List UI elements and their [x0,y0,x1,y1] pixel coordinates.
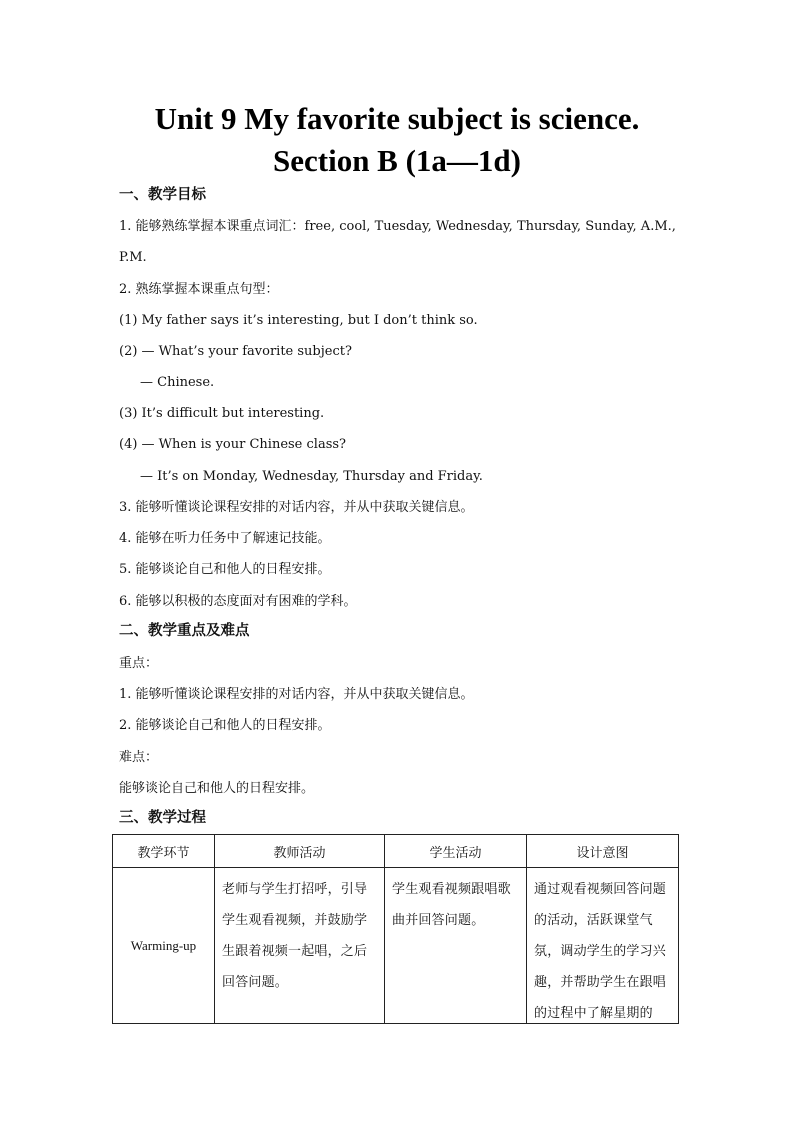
focus-2: 2. 能够谈论自己和他人的日程安排。 [119,718,331,733]
header-stage: 教学环节 [113,835,215,868]
teaching-process-table [112,834,679,1024]
cell-stage: Warming-up [113,868,215,1024]
objective-2: 2. 熟练掌握本课重点句型： [119,282,279,297]
sentence-4-answer: — It’s on Monday, Wednesday, Thursday and Friday. [140,469,483,484]
objective-4: 4. 能够在听力任务中了解速记技能。 [119,531,331,546]
objective-1-cont: P.M. [119,250,147,265]
heading-process: 三、教学过程 [119,810,206,826]
difficulty-1: 能够谈论自己和他人的日程安排。 [119,781,315,796]
header-student-activity: 学生活动 [385,835,527,868]
header-teacher-activity: 教师活动 [215,835,385,868]
student-activity-text: 学生观看视频跟唱歌曲并回答问题。 [392,882,511,928]
focus-label: 重点： [119,656,159,671]
heading-objectives: 一、教学目标 [119,187,206,203]
sentence-2-answer: — Chinese. [140,375,215,390]
table-header-row [113,835,679,868]
difficulty-label: 难点： [119,750,159,765]
cell-teacher-activity [215,868,385,1024]
objective-3: 3. 能够听懂谈论课程安排的对话内容，并从中获取关键信息。 [119,500,474,515]
sentence-4: (4) — When is your Chinese class? [119,437,347,452]
header-design-intent: 设计意图 [527,835,679,868]
cell-student-activity [385,868,527,1024]
objective-5: 5. 能够谈论自己和他人的日程安排。 [119,562,331,577]
objective-1: 1. 能够熟练掌握本课重点词汇：free, cool, Tuesday, Wednesday, Thursday, Sunday, A.M., [119,219,676,234]
cell-design-intent [527,868,679,1024]
title-line-2: Section B (1a—1d) [273,143,521,178]
design-intent-text: 通过观看视频回答问题的活动，活跃课堂气氛，调动学生的学习兴趣，并帮助学生在跟唱的过程中了解星期的 [534,882,667,1021]
sentence-2: (2) — What’s your favorite subject? [119,344,352,359]
teacher-activity-text: 老师与学生打招呼，引导学生观看视频，并鼓励学生跟着视频一起唱，之后回答问题。 [222,882,368,990]
objective-6: 6. 能够以积极的态度面对有困难的学科。 [119,594,357,609]
sentence-1: (1) My father says it’s interesting, but I don’t think so. [119,313,478,328]
title-line-1: Unit 9 My favorite subject is science. [154,101,640,136]
table-row [113,868,679,1024]
focus-1: 1. 能够听懂谈论课程安排的对话内容，并从中获取关键信息。 [119,687,474,702]
heading-keypoints: 二、教学重点及难点 [119,623,250,639]
sentence-3: (3) It’s difficult but interesting. [119,406,325,421]
